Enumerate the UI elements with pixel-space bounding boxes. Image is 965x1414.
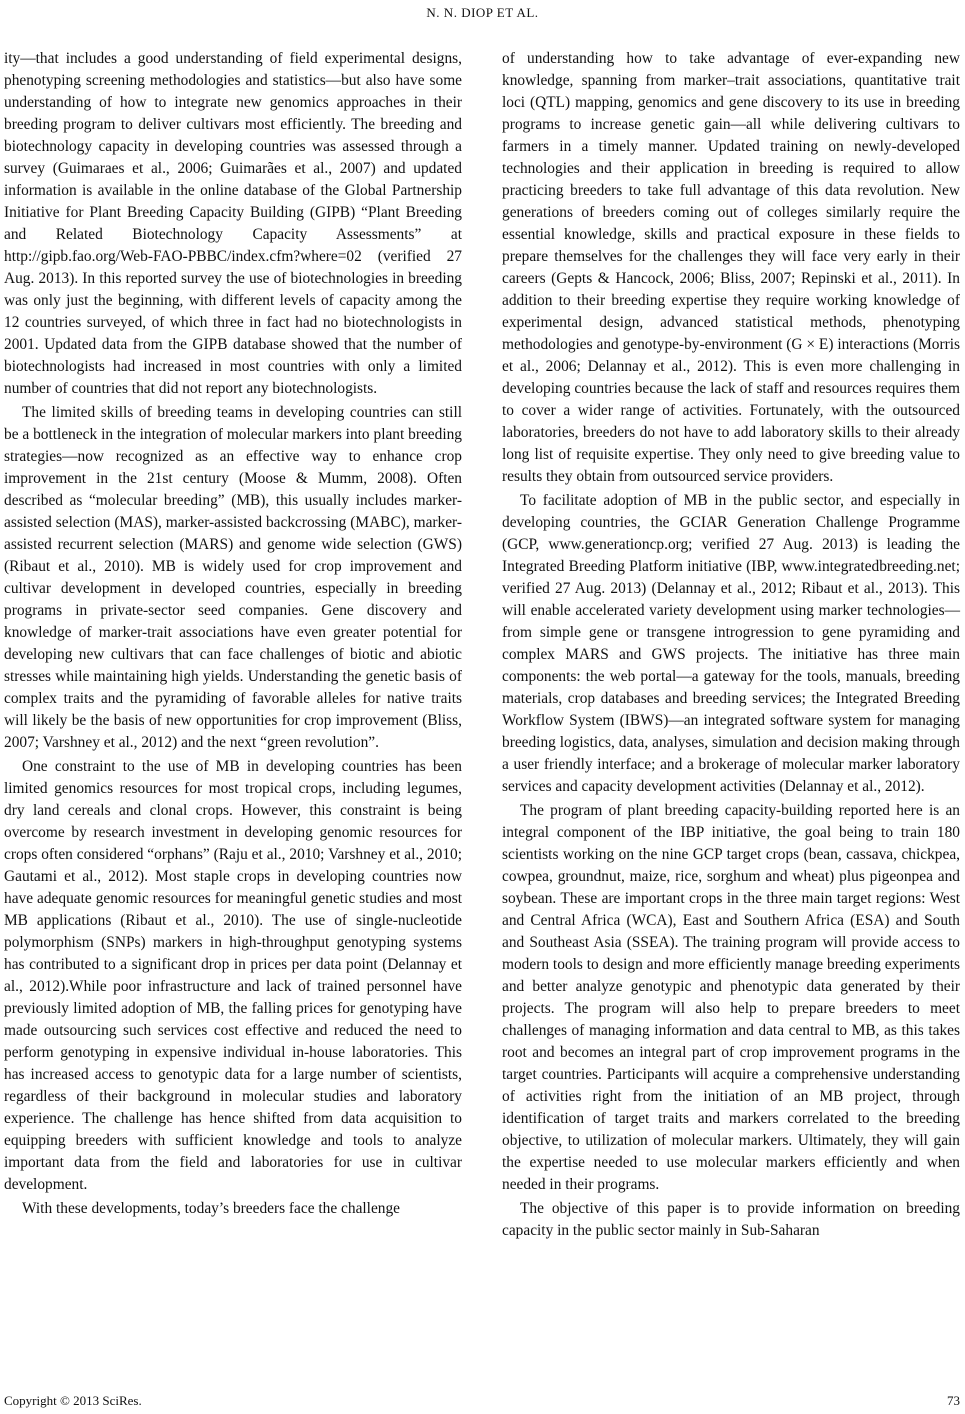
- paragraph: of understanding how to take advantage of ever-expanding new knowledge, spanning from marker–trait associations, quantitative trait loci (QTL) mapping, genomics and gene discovery to its use in breeding programs to increase genetic gain—all while delivering cultivars to farmers in a timely manner. Updated training on newly-developed technologies and their application in breeding is required to allow practicing breeders to take full advantage of this data revolution. New generations of breeders coming out of colleges similarly require the essential knowledge, skills and practical exposure in these fields to prepare themselves for the challenges they will face very early in their careers (Gepts & Hancock, 2006; Bliss, 2007; Repinski et al., 2011). In addition to their breeding expertise they require working knowledge of experimental design, advanced statistical methods, phenotyping methodologies and genotype-by-environment (G × E) interactions (Morris et al., 2006; Delannay et al., 2012). This is even more challenging in developing countries because the lack of staff and resources requires them to cover a wider range of activities. Fortunately, with the outsourced laboratories, breeders do not have to add laboratory skills to their already long list of requisite expertise. They only need to give breeding value to results they obtain from outsourced service providers.: [502, 50, 960, 485]
- paragraph: ity—that includes a good understanding of field experimental designs, phenotyping screening methodologies and statistics—but also have some understanding of how to integrate new genomics approaches in their breeding program to deliver cultivars most efficiently. The breeding and biotechnology capacity in developing countries was assessed through a survey (Guimaraes et al., 2006; Guimarães et al., 2007) and updated information is available in the online database of the Global Partnership Initiative for Plant Breeding Capacity Building (GIPB) “Plant Breeding and Related Biotechnology Capacity Assessments” at http://gipb.fao.org/Web-FAO-PBBC/index.cfm?where=02 (verified 27 Aug. 2013). In this reported survey the use of biotechnologies in breeding was only just the beginning, with different levels of capacity among the 12 countries surveyed, of which three in fact had no biotechnologists in 2001. Updated data from the GIPB database showed that the number of biotechnologists had increased in most countries with only a limited number of countries that did not report any biotechnologists.: [4, 50, 462, 397]
- right-column: [502, 48, 960, 1242]
- running-head: N. N. DIOP ET AL.: [426, 5, 539, 20]
- paragraph: The program of plant breeding capacity-building reported here is an integral component of the IBP initiative, the goal being to train 180 scientists working on the nine GCP target crops (bean, cassava, chickpea, cowpea, groundnut, maize, rice, sorghum and wheat) plus pigeonpea and soybean. These are important crops in the three main target regions: West and Central Africa (WCA), East and Southern Africa (ESA) and South and Southeast Asia (SSEA). The training program will provide access to modern tools to design and more efficiently manage breeding experiments and better analyze genotypic and phenotypic data generated by their projects. The program will also help to prepare breeders to meet challenges of managing information and data central to MB, as this takes root and becomes an integral part of crop improvement programs in the target countries. Participants will acquire a comprehensive understanding of activities right from the initiation of an MB project, through identification of target traits and markers correlated to the breeding objective, to utilization of molecular markers. Ultimately, they will gain the expertise needed to use molecular markers efficiently and when needed in their programs.: [502, 802, 960, 1193]
- paragraph: One constraint to the use of MB in developing countries has been limited genomics resources for most tropical crops, including legumes, dry land cereals and clonal crops. However, this constraint is being overcome by research investment in developing genomic resources for crops often considered “orphans” (Raju et al., 2010; Varshney et al., 2010; Gautami et al., 2012). Most staple crops in developing countries now have adequate genomic resources for meaningful genetic studies and most MB applications (Ribaut et al., 2010). The use of single-nucleotide polymorphism (SNPs) markers in high-throughput genotyping systems has contributed to a significant drop in prices per data point (Delannay et al., 2012).While poor infrastructure and lack of trained personnel have previously limited adoption of MB, the falling prices for genotyping have made outsourcing such services cost effective and reduced the need to perform genotyping in expensive individual in-house laboratories. This has increased access to genotypic data for a large number of scientists, regardless of their background in molecular studies and laboratory experience. The challenge has hence shifted from data acquisition to equipping breeders with sufficient knowledge and tools to analyze important data from the field and laboratories for use in cultivar development.: [4, 758, 462, 1193]
- paragraph: The limited skills of breeding teams in developing countries can still be a bottleneck in the integration of molecular markers into plant breeding strategies—now recognized as an effective way to enhance crop improvement in the 21st century (Moose & Mumm, 2008). Often described as “molecular breeding” (MB), this usually includes marker-assisted selection (MAS), marker-assisted backcrossing (MABC), marker-assisted recurrent selection (MARS) and genome wide selection (GWS) (Ribaut et al., 2010). MB is widely used for crop improvement and cultivar development in developed countries, especially in breeding programs in private-sector seed companies. Gene discovery and knowledge of marker-trait associations have even greater potential for developing new cultivars that can face challenges of biotic and abiotic stresses while maintaining high yields. Understanding the genetic basis of complex traits and the pyramiding of favorable alleles for native traits will likely be the basis of new opportunities for crop improvement (Bliss, 2007; Varshney et al., 2012) and the next “green revolution”.: [4, 404, 462, 751]
- copyright-notice: Copyright © 2013 SciRes.: [4, 1393, 142, 1408]
- paragraph: To facilitate adoption of MB in the public sector, and especially in developing countries, the GCIAR Generation Challenge Programme (GCP, www.generationcp.org; verified 27 Aug. 2013) is leading the Integrated Breeding Platform initiative (IBP, www.integratedbreeding.net; verified 27 Aug. 2013) (Delannay et al., 2012; Ribaut et al., 2013). This will enable accelerated variety development using marker technologies—from simple gene or transgene introgression to gene pyramiding and complex MARS and GWS projects. The initiative has three main components: the web portal—a gateway for the tools, manuals, breeding materials, crop databases and breeding services; the Integrated Breeding Workflow System (IBWS)—an integrated software system for managing breeding logistics, data, analyses, simulation and decision making through a user friendly interface; and a brokerage of molecular marker laboratory services and capacity development activities (Delannay et al., 2012).: [502, 492, 960, 795]
- paragraph: The objective of this paper is to provide information on breeding capacity in the public sector mainly in Sub-Saharan: [502, 1200, 960, 1239]
- paragraph: With these developments, today’s breeders face the challenge: [22, 1200, 401, 1217]
- page-number: 73: [947, 1393, 960, 1408]
- left-column: [4, 48, 462, 1220]
